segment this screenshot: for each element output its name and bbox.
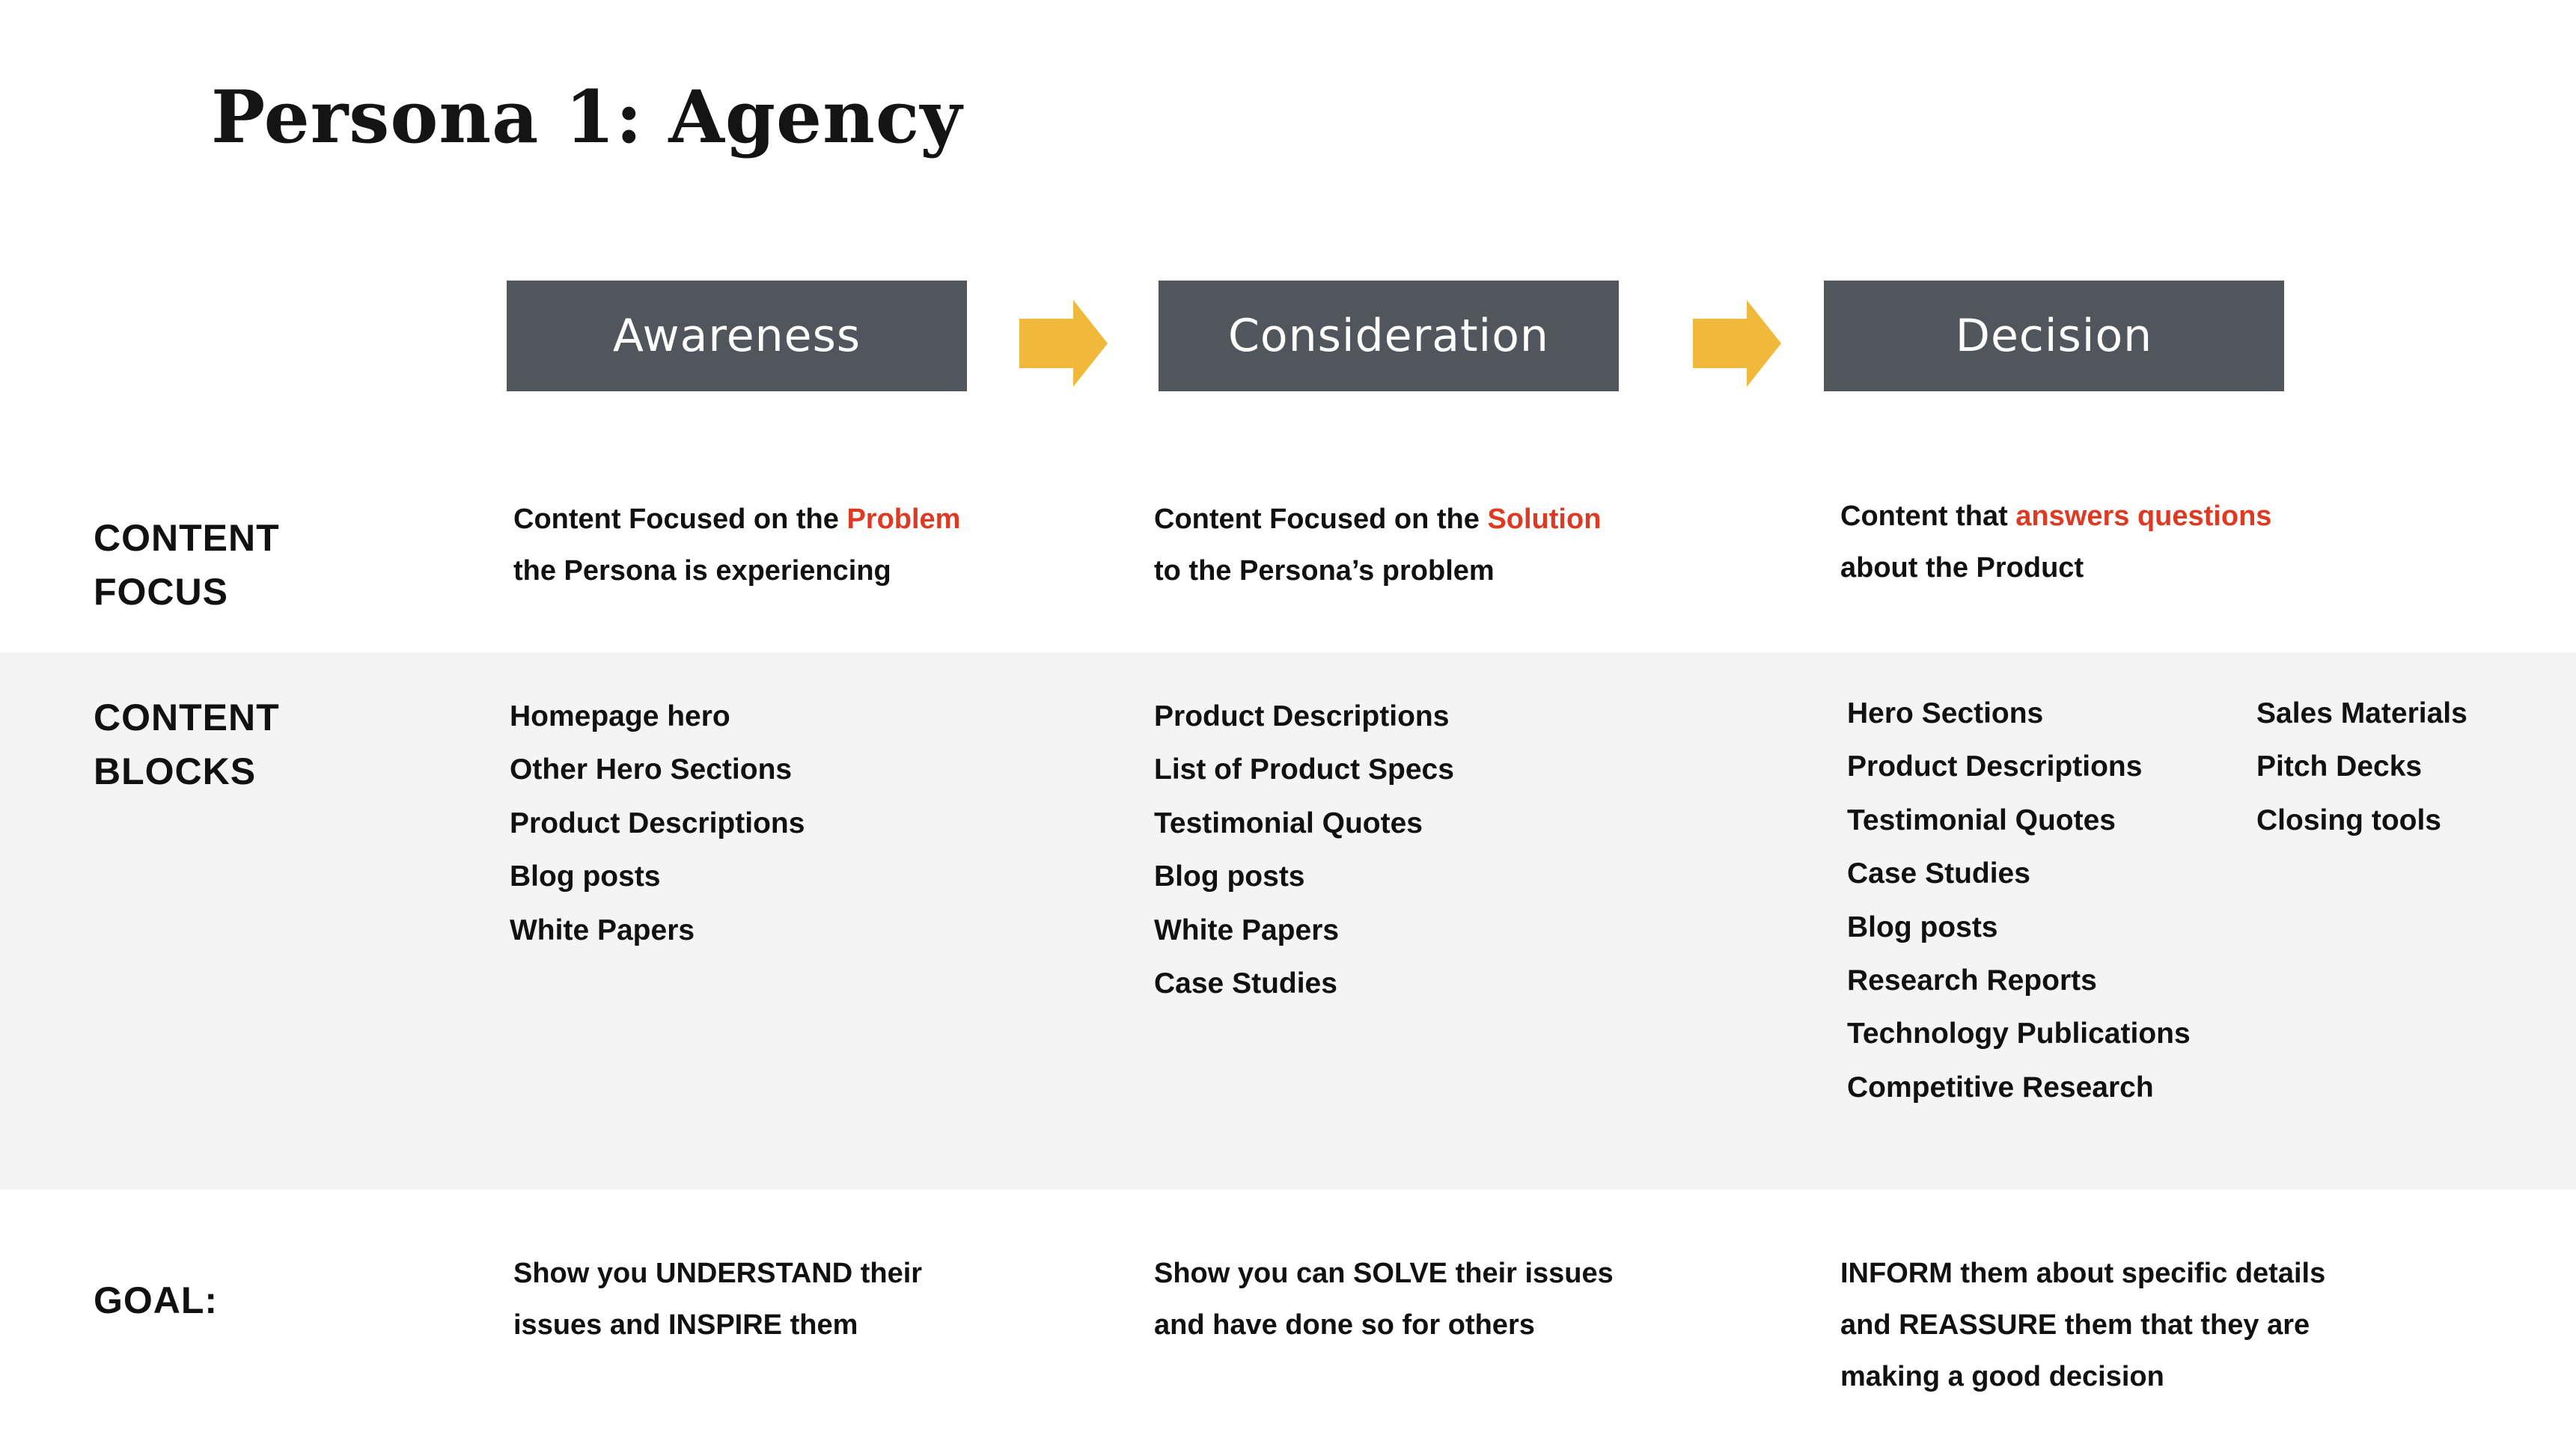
list-item: Sales Materials xyxy=(2256,697,2467,729)
list-item: Product Descriptions xyxy=(1847,750,2143,783)
page-title: Persona 1: Agency xyxy=(211,75,963,159)
content-focus-label: CONTENT FOCUS xyxy=(94,517,280,613)
list-item: Hero Sections xyxy=(1847,697,2044,729)
list-item: Closing tools xyxy=(2256,804,2441,836)
goal-consideration: Show you can SOLVE their issues and have done so for others xyxy=(1154,1258,1614,1341)
list-item: Product Descriptions xyxy=(510,807,805,839)
goal-awareness: Show you UNDERSTAND their issues and INSPIRE them xyxy=(513,1258,923,1341)
list-item: Blog posts xyxy=(510,860,661,893)
list-item: Competitive Research xyxy=(1847,1071,2154,1104)
list-item: Other Hero Sections xyxy=(510,753,793,786)
goal-label: GOAL: xyxy=(94,1279,219,1321)
list-item: Research Reports xyxy=(1847,964,2097,997)
focus-decision: Content that answers questions about the Product xyxy=(1840,501,2272,584)
list-item: Testimonial Quotes xyxy=(1847,804,2116,836)
blocks-decision-extra-list xyxy=(2256,687,2467,847)
content-blocks-label: CONTENT BLOCKS xyxy=(94,697,280,792)
goal-decision: INFORM them about specific details and REASSURE them that they are making a good decision xyxy=(1840,1258,2326,1392)
list-item: List of Product Specs xyxy=(1154,753,1454,786)
list-item: Technology Publications xyxy=(1847,1018,2191,1050)
list-item: Homepage hero xyxy=(510,700,730,732)
list-item: Case Studies xyxy=(1154,967,1337,1000)
blocks-decision-list xyxy=(1847,687,2191,1114)
arrow-right-icon xyxy=(1019,300,1108,387)
list-item: Product Descriptions xyxy=(1154,700,1450,732)
stage-decision: Decision xyxy=(1824,281,2284,391)
list-item: White Papers xyxy=(1154,914,1340,946)
focus-consideration: Content Focused on the Solution to the Persona’s problem xyxy=(1154,504,1602,587)
list-item: Blog posts xyxy=(1847,911,1998,943)
arrow-right-icon xyxy=(1693,300,1781,387)
list-item: White Papers xyxy=(510,914,695,946)
blocks-consideration-list xyxy=(1154,690,1454,1010)
stage-awareness: Awareness xyxy=(507,281,967,391)
list-item: Case Studies xyxy=(1847,857,2030,890)
list-item: Blog posts xyxy=(1154,860,1305,893)
list-item: Testimonial Quotes xyxy=(1154,807,1423,839)
list-item: Pitch Decks xyxy=(2256,750,2423,783)
stage-consideration: Consideration xyxy=(1159,281,1619,391)
blocks-awareness-list xyxy=(510,690,805,957)
focus-awareness: Content Focused on the Problem the Persona is experiencing xyxy=(513,504,961,587)
